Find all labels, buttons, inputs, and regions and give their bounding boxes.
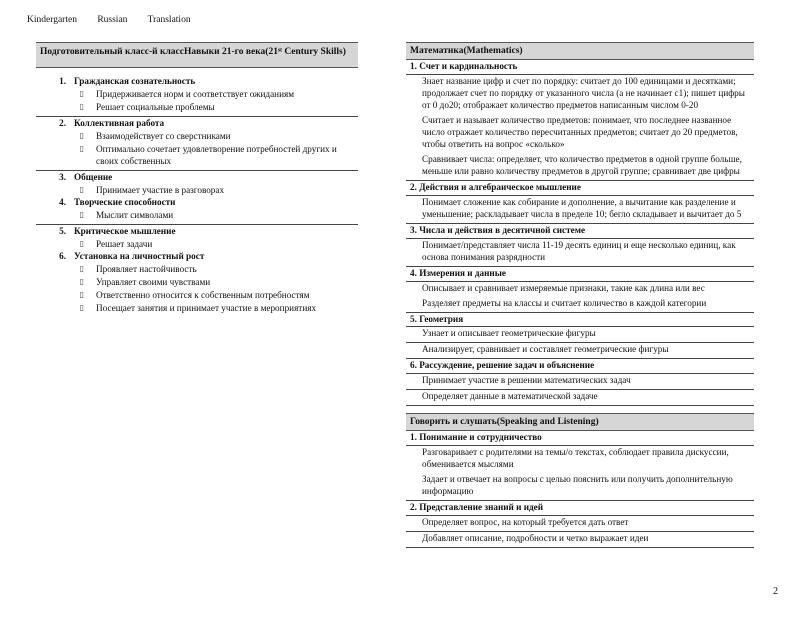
math-item: Принимает участие в решении математических задач [406,374,754,390]
bullet-icon: ▯ [79,102,84,112]
bullet-icon: ▯ [79,289,84,299]
skill-item: ▯ Посещает занятия и принимает участие в мероприятиях [36,303,358,315]
skill-category: 5. Критическое мышление [59,225,176,236]
skill-item: ▯ Ответственно относится к собственным потребностям [36,290,358,302]
bullet-icon: ▯ [79,209,84,219]
speaking-item: Задает и отвечает на вопросы с целью пояснить или получить дополнительную информацию [406,473,754,501]
math-section-title: 1. Счет и кардинальность [406,60,754,75]
bullet-icon: ▯ [79,238,84,248]
skills-group [36,225,358,317]
skill-category: 3. Общение [59,172,113,183]
bullet-icon: ▯ [79,263,84,273]
skill-category: 4. Творческие способности [59,196,176,207]
page-number: 2 [773,586,778,597]
speaking-item: Добавляет описание, подробности и четко выражает идеи [406,532,754,548]
header-translation: Translation [147,15,191,25]
skill-item: ▯ Оптимально сочетает удовлетворение потребностей других и своих собственных [36,144,358,168]
speaking-panel-title: Говорить и слушать(Speaking and Listening) [406,413,754,431]
math-section-title: 4. Измерения и данные [406,267,754,282]
skill-item: ▯ Решает задачи [36,239,358,251]
skill-category: 6. Установка на личностный рост [59,250,205,261]
document-header [27,14,209,26]
skill-item: ▯ Принимает участие в разговорах [36,185,358,197]
speaking-panel [406,413,754,548]
skills-group [36,117,358,171]
math-item: Определяет данные в математической задаче [406,390,754,406]
header-language: Russian [97,15,128,25]
math-item: Понимает сложение как собирание и дополнение, а вычитание как разделение и уменьшение; раскладывает числа в пределе 10; бегло складывает и вычитает до 5 [406,196,754,224]
speaking-item: Определяет вопрос, на который требуется дать ответ [406,516,754,532]
speaking-item: Разговаривает с родителями на темы/о текстах, соблюдает правила дискуссии, обменивается мыслями [422,447,729,470]
math-item: Считает и называет количество предметов: понимает, что последнее названное число отражает количество пересчитанных предметов; считает до 20 предметов, чтобы ответить на вопрос «сколько» [422,115,738,150]
math-panel-title: Математика(Mathematics) [406,42,754,60]
skills-group [36,68,358,117]
skill-item: ▯ Взаимодействует со сверстниками [36,131,358,143]
bullet-icon: ▯ [79,302,84,312]
bullet-icon: ▯ [79,276,84,286]
math-section-title: 5. Геометрия [406,313,754,328]
math-item: Сравнивает числа: определяет, что количество предметов в одной группе больше, меньше или равно количеству предметов в другой группе; сравнивает две цифры [406,153,754,181]
skills-panel [36,42,358,317]
skill-item: ▯ Решает социальные проблемы [36,102,358,114]
speaking-section-title: 2. Представление знаний и идей [406,501,754,516]
skill-item: ▯ Проявляет настойчивость [36,264,358,276]
math-section-title: 2. Действия и алгебраическое мышление [406,181,754,196]
skill-item: ▯ Управляет своими чувствами [36,277,358,289]
skill-item: ▯ Мыслит символами [36,210,358,222]
math-item: Знает название цифр и счет по порядку: считает до 100 единицами и десятками; продолжает счет по порядку от указанного числа (а не начинает с1); пишет цифры от 0 до20; отображает количество предметов написанным числом 0-20 [422,76,745,111]
skills-group [36,171,358,225]
bullet-icon: ▯ [79,144,84,154]
header-grade: Kindergarten [27,15,77,25]
math-item: Описывает и сравнивает измеряемые признаки, такие как длина или вес [422,282,705,293]
speaking-section-title: 1. Понимание и сотрудничество [406,431,754,446]
math-item: Разделяет предметы на классы и считает количество в каждой категории [406,297,754,313]
bullet-icon: ▯ [79,89,84,99]
skill-item: ▯ Придерживается норм и соответствует ожиданиям [36,89,358,101]
math-item: Анализирует, сравнивает и составляет геометрические фигуры [406,343,754,359]
math-item: Узнает и описывает геометрические фигуры [406,327,754,343]
skills-panel-title: Подготовительный класс-й классНавыки 21-го века(21ˢᵗ Century Skills) [36,42,358,68]
math-section-title: 3. Числа и действия в десятичной системе [406,224,754,239]
bullet-icon: ▯ [79,131,84,141]
math-panel [406,42,754,406]
math-section-title: 6. Рассуждение, решение задач и объяснение [406,359,754,374]
skill-category: 1. Гражданская сознательность [59,76,196,87]
skill-category: 2. Коллективная работа [59,118,165,129]
math-item: Понимает/представляет числа 11-19 десять единиц и еще несколько единиц, как основа понимания разрядности [406,239,754,267]
bullet-icon: ▯ [79,184,84,194]
